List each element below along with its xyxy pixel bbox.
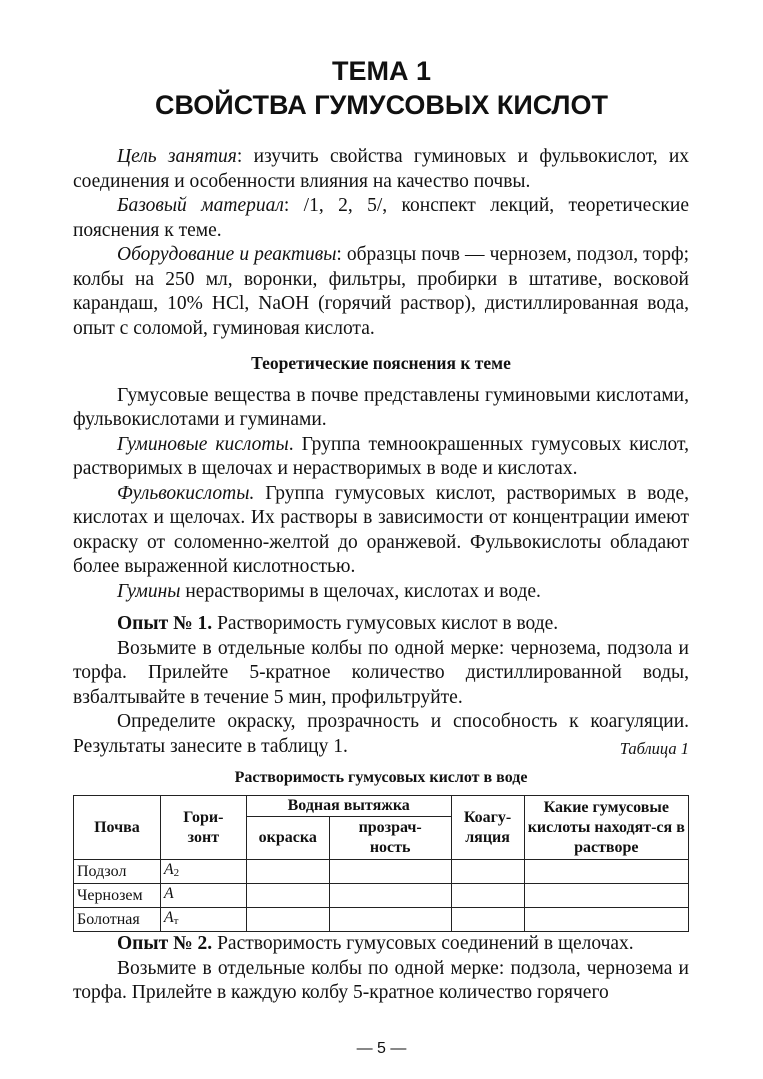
base-label: Базовый материал [117, 195, 284, 216]
theory-paragraph-2 [73, 433, 689, 482]
horizon-letter: A [163, 909, 174, 926]
header-transparency: прозрач-ность [329, 817, 451, 860]
cell-color [246, 884, 329, 908]
solubility-table [73, 795, 689, 932]
humic-acids-label: Гуминовые кислоты [117, 433, 289, 455]
goal-text: : изучить свойства гуминовых и фульвокислот, их соединения и особенности влияния на качество почвы. [73, 146, 690, 192]
cell-horizon [160, 860, 246, 884]
cell-coagulation [451, 884, 524, 908]
humic-acids-text: . Группа темноокрашенных гумусовых кислот, растворимых в щелочах и нерастворимых в воде и кислотах. [73, 433, 689, 479]
cell-horizon [160, 908, 246, 932]
header-soil: Почва [74, 796, 161, 860]
text-block-top [73, 145, 689, 759]
humins-text: нерастворимы в щелочах, кислотах и воде. [180, 580, 541, 602]
equipment-paragraph [73, 243, 689, 341]
header-water-extract: Водная вытяжка [246, 796, 451, 817]
experiment-1-name: Растворимость гумусовых кислот в воде. [212, 613, 559, 634]
header-horizon: Гори-зонт [160, 796, 246, 860]
horizon-subscript: 2 [173, 867, 180, 879]
theory-paragraph-3 [73, 482, 689, 580]
base-text: : /1, 2, 5/, конспект лекций, теоретические пояснения к теме. [73, 195, 689, 241]
cell-acids [524, 884, 688, 908]
table-row [74, 908, 689, 932]
table-row [74, 884, 689, 908]
cell-transparency [329, 908, 451, 932]
cell-soil: Чернозем [74, 884, 161, 908]
goal-paragraph [73, 145, 689, 194]
cell-coagulation [451, 908, 524, 932]
cell-horizon [160, 884, 246, 908]
theory-paragraph-1: Гумусовые вещества в почве представлены гуминовыми кислотами, фульвокислотами и гуминами. [73, 384, 689, 430]
fulvic-acids-text: Группа гумусовых кислот, растворимых в воде, кислотах и щелочах. Их растворы в зависимости от концентрации имеют окраску от соломенно-желтой до оранжевой. Фульвокислоты обладают более выраженной кислотностью. [73, 482, 689, 577]
cell-color [246, 860, 329, 884]
experiment-2-name: Растворимость гумусовых соединений в щелочах. [212, 933, 634, 954]
theory-paragraph-4 [73, 580, 689, 605]
cell-transparency [329, 860, 451, 884]
header-color: окраска [246, 817, 329, 860]
table-title: Растворимость гумусовых кислот в воде [234, 769, 528, 786]
experiment-2-label: Опыт № 2. [117, 933, 213, 954]
humins-label: Гумины [117, 580, 181, 602]
text-block-bottom [73, 932, 689, 1006]
header-acids: Какие гумусовые кислоты находят-ся в растворе [524, 796, 688, 860]
horizon-subscript: т [173, 915, 179, 927]
experiment-1-paragraph-2: Определите окраску, прозрачность и способность к коагуляции. Результаты занесите в таблицу 1. [73, 711, 689, 757]
experiment-1-label: Опыт № 1. [117, 613, 213, 634]
goal-label: Цель занятия [117, 146, 237, 167]
cell-color [246, 908, 329, 932]
experiment-1-title [73, 612, 689, 637]
equip-label: Оборудование и реактивы [117, 244, 337, 265]
horizon-letter: A [163, 861, 174, 878]
page-number: — 5 — [356, 1040, 407, 1057]
topic-number: ТЕМА 1 [331, 56, 431, 86]
table-row [74, 860, 689, 884]
cell-soil: Болотная [74, 908, 161, 932]
topic-title: СВОЙСТВА ГУМУСОВЫХ КИСЛОТ [154, 90, 608, 120]
experiment-2-title [73, 932, 689, 957]
cell-acids [524, 860, 688, 884]
theory-heading: Теоретические пояснения к теме [251, 353, 511, 373]
fulvic-acids-label: Фульвокислоты. [117, 482, 255, 504]
cell-coagulation [451, 860, 524, 884]
horizon-letter: A [163, 885, 174, 902]
equip-text: : образцы почв — чернозем, подзол, торф; колбы на 250 мл, воронки, фильтры, пробирки в штативе, восковой карандаш, 10% HCl, NaOH (горячий раствор), дистиллированная вода, опыт с соломой, гуминовая кислота. [73, 244, 689, 339]
table-number: Таблица 1 [619, 739, 689, 758]
table-header-row [74, 796, 689, 817]
base-material-paragraph [73, 194, 689, 243]
header-coagulation: Коагу-ляция [451, 796, 524, 860]
cell-transparency [329, 884, 451, 908]
experiment-2-paragraph-1: Возьмите в отдельные колбы по одной мерке: подзола, чернозема и торфа. Прилейте в каждую колбу 5-кратное количество горячего [73, 957, 689, 1003]
cell-acids [524, 908, 688, 932]
experiment-1-paragraph-1: Возьмите в отдельные колбы по одной мерке: чернозема, подзола и торфа. Прилейте 5-кратное количество дистиллированной воды, взбалтывайте в течение 5 мин, профильтруйте. [73, 637, 689, 708]
table-caption-block [73, 738, 689, 789]
cell-soil: Подзол [74, 860, 161, 884]
